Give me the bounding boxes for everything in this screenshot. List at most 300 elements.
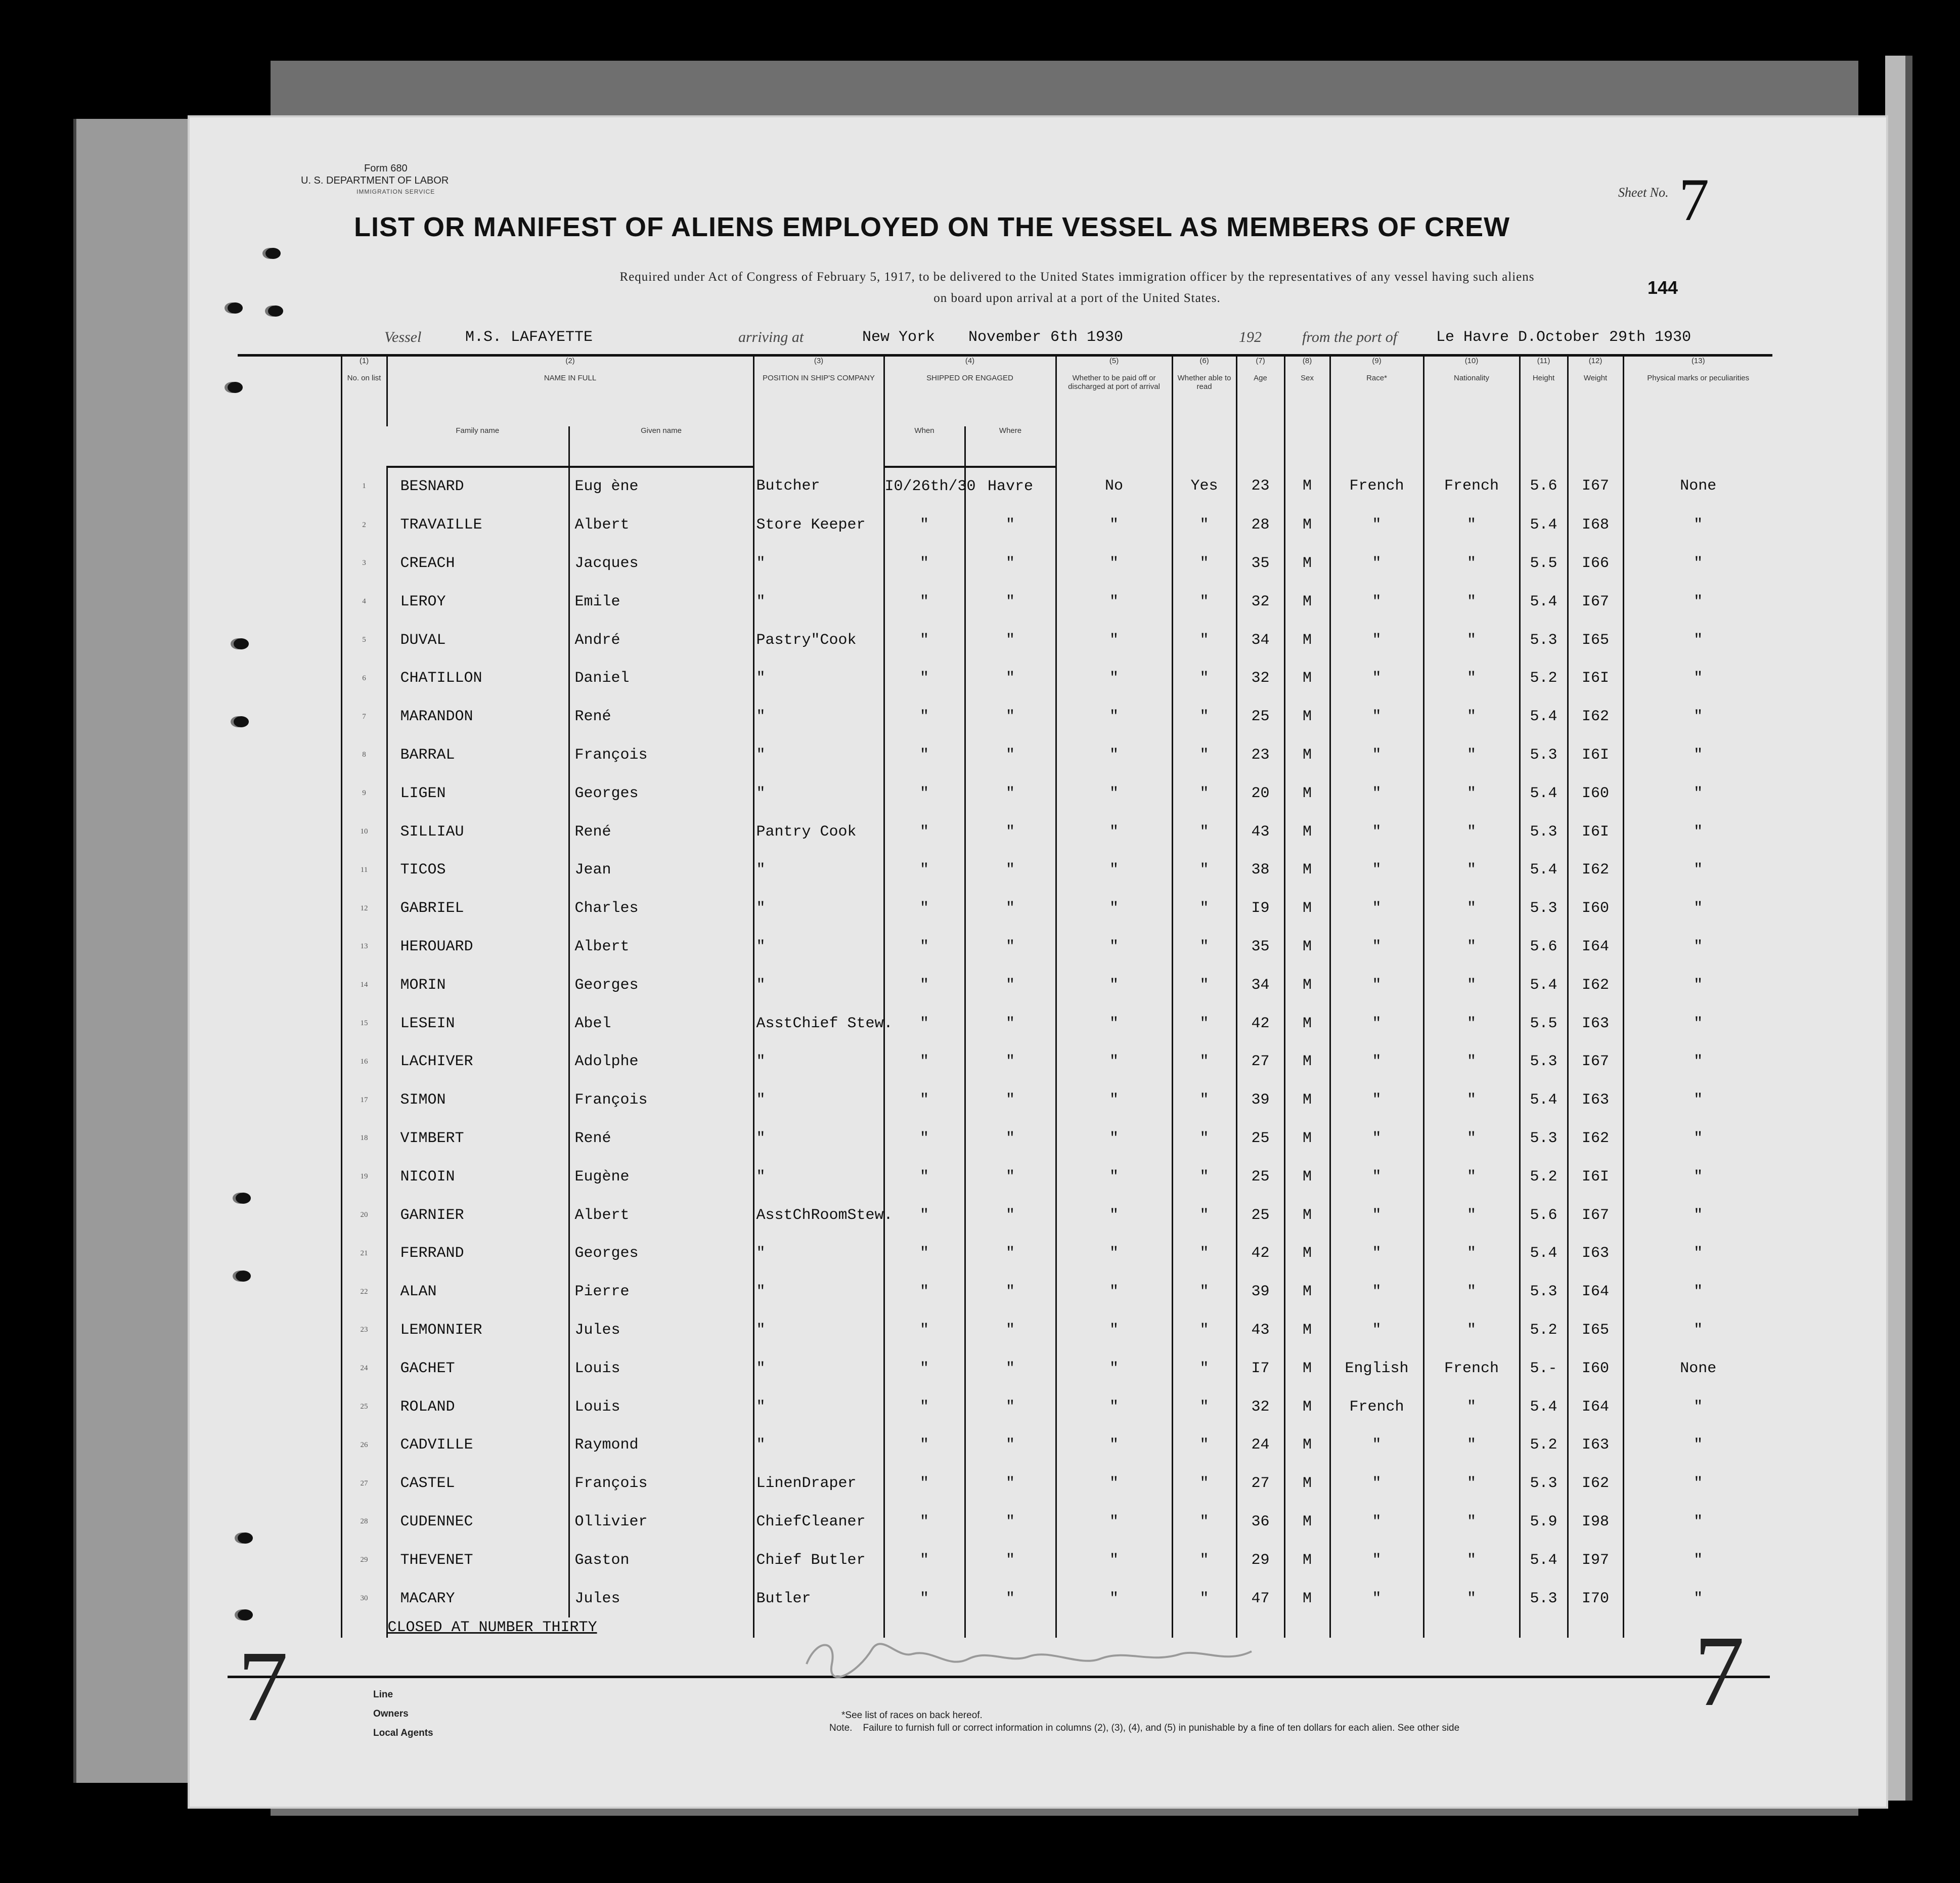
cell-where: "	[965, 1580, 1056, 1618]
cell-when: "	[884, 697, 965, 736]
cell-read: "	[1172, 506, 1236, 544]
cell-paid: "	[1056, 1081, 1172, 1119]
blank-cell	[238, 1311, 341, 1349]
blank-cell	[238, 736, 341, 774]
blank-cell	[341, 1617, 387, 1638]
cell-height: 5.9	[1520, 1503, 1568, 1541]
cell-weight: I64	[1568, 928, 1623, 966]
paid-off-header	[1056, 356, 1172, 467]
cell-where: Havre	[965, 467, 1056, 506]
cell-marks: "	[1623, 621, 1772, 660]
blank-cell	[238, 544, 341, 583]
column-label: NAME IN FULL	[544, 374, 597, 382]
cell-nationality: "	[1423, 736, 1520, 774]
cell-no: 10	[341, 813, 387, 851]
cell-family: GABRIEL	[387, 889, 569, 928]
blank-cell	[238, 1119, 341, 1158]
cell-race: "	[1330, 736, 1423, 774]
cell-age: 43	[1236, 813, 1284, 851]
name-header	[387, 356, 753, 426]
cell-weight: I70	[1568, 1580, 1623, 1618]
column-label: Age	[1254, 374, 1267, 382]
cell-paid: "	[1056, 544, 1172, 583]
cell-where: "	[965, 1273, 1056, 1311]
cell-where: "	[965, 1503, 1056, 1541]
cell-nationality: French	[1423, 1349, 1520, 1388]
column-number: (13)	[1691, 357, 1705, 365]
cell-marks: "	[1623, 1503, 1772, 1541]
footer-owners-label: Owners	[373, 1709, 409, 1719]
cell-position: "	[753, 851, 884, 889]
cell-where: "	[965, 774, 1056, 813]
column-label: When	[914, 426, 934, 435]
cell-marks: "	[1623, 1541, 1772, 1580]
cell-position: "	[753, 774, 884, 813]
cell-height: 5.6	[1520, 467, 1568, 506]
cell-paid: "	[1056, 928, 1172, 966]
cell-when: "	[884, 1081, 965, 1119]
blank-cell	[238, 1503, 341, 1541]
cell-position: "	[753, 1158, 884, 1196]
blank-cell	[238, 1349, 341, 1388]
cell-marks: "	[1623, 1234, 1772, 1273]
punch-hole	[228, 302, 243, 314]
cell-family: GACHET	[387, 1349, 569, 1388]
cell-read: "	[1172, 1273, 1236, 1311]
cell-paid: "	[1056, 774, 1172, 813]
cell-when: "	[884, 928, 965, 966]
age-header	[1236, 356, 1284, 467]
cell-race: "	[1330, 1464, 1423, 1503]
cell-nationality: "	[1423, 889, 1520, 928]
cell-when: "	[884, 1580, 965, 1618]
cell-nationality: "	[1423, 1196, 1520, 1235]
cell-given: Daniel	[569, 659, 753, 697]
cell-read: "	[1172, 1042, 1236, 1081]
cell-age: 24	[1236, 1426, 1284, 1464]
column-number: (11)	[1537, 357, 1550, 365]
cell-position: "	[753, 1234, 884, 1273]
blank-cell	[238, 1273, 341, 1311]
cell-nationality: "	[1423, 1311, 1520, 1349]
cell-family: LIGEN	[387, 774, 569, 813]
cell-no: 5	[341, 621, 387, 660]
nationality-header	[1423, 356, 1520, 467]
cell-nationality: "	[1423, 659, 1520, 697]
table-row	[238, 1311, 1772, 1349]
cell-race: English	[1330, 1349, 1423, 1388]
cell-weight: I67	[1568, 467, 1623, 506]
cell-where: "	[965, 851, 1056, 889]
cell-weight: I63	[1568, 1004, 1623, 1043]
cell-no: 4	[341, 583, 387, 621]
column-label: SHIPPED OR ENGAGED	[926, 374, 1013, 382]
page-edge	[1885, 56, 1905, 1801]
cell-race: "	[1330, 1042, 1423, 1081]
cell-age: 28	[1236, 506, 1284, 544]
cell-sex: M	[1284, 621, 1330, 660]
cell-sex: M	[1284, 889, 1330, 928]
cell-no: 24	[341, 1349, 387, 1388]
cell-given: Adolphe	[569, 1042, 753, 1081]
cell-age: 47	[1236, 1580, 1284, 1618]
cell-paid: "	[1056, 1388, 1172, 1426]
cell-marks: "	[1623, 1464, 1772, 1503]
blank-cell	[238, 697, 341, 736]
cell-nationality: French	[1423, 467, 1520, 506]
cell-family: MACARY	[387, 1580, 569, 1618]
cell-marks: None	[1623, 1349, 1772, 1388]
cell-when: "	[884, 583, 965, 621]
blank-cell	[238, 889, 341, 928]
cell-height: 5.3	[1520, 889, 1568, 928]
blank-cell	[238, 774, 341, 813]
cell-paid: "	[1056, 1311, 1172, 1349]
arrival-port: New York	[862, 329, 936, 346]
cell-no: 23	[341, 1311, 387, 1349]
cell-race: French	[1330, 1388, 1423, 1426]
cell-weight: I97	[1568, 1541, 1623, 1580]
cell-sex: M	[1284, 1349, 1330, 1388]
table-row	[238, 506, 1772, 544]
cell-given: Ollivier	[569, 1503, 753, 1541]
cell-family: LEMONNIER	[387, 1311, 569, 1349]
cell-marks: "	[1623, 774, 1772, 813]
cell-nationality: "	[1423, 774, 1520, 813]
cell-position: ChiefCleaner	[753, 1503, 884, 1541]
cell-paid: "	[1056, 1042, 1172, 1081]
cell-sex: M	[1284, 1234, 1330, 1273]
cell-weight: I67	[1568, 1196, 1623, 1235]
cell-weight: I67	[1568, 583, 1623, 621]
cell-paid: "	[1056, 1426, 1172, 1464]
cell-when: "	[884, 1388, 965, 1426]
cell-no: 8	[341, 736, 387, 774]
cell-sex: M	[1284, 1196, 1330, 1235]
cell-read: "	[1172, 583, 1236, 621]
sheet-number: 7	[1679, 166, 1709, 233]
cell-sex: M	[1284, 1081, 1330, 1119]
cell-given: Louis	[569, 1388, 753, 1426]
cell-paid: "	[1056, 1004, 1172, 1043]
cell-nationality: "	[1423, 1503, 1520, 1541]
cell-paid: "	[1056, 583, 1172, 621]
cell-sex: M	[1284, 1158, 1330, 1196]
cell-weight: I64	[1568, 1388, 1623, 1426]
cell-sex: M	[1284, 467, 1330, 506]
cell-marks: "	[1623, 506, 1772, 544]
service-name: IMMIGRATION SERVICE	[357, 188, 435, 195]
cell-given: Georges	[569, 774, 753, 813]
penalty-note	[829, 1723, 1459, 1734]
cell-sex: M	[1284, 1004, 1330, 1043]
cell-read: "	[1172, 889, 1236, 928]
cell-position: "	[753, 583, 884, 621]
blank-cell	[238, 1464, 341, 1503]
column-number: (3)	[814, 357, 824, 365]
blank-header	[238, 356, 341, 467]
given-name-header	[569, 426, 753, 467]
cell-read: "	[1172, 1119, 1236, 1158]
cell-read: "	[1172, 1234, 1236, 1273]
cell-age: 23	[1236, 467, 1284, 506]
footer-line-label: Line	[373, 1689, 393, 1700]
cell-age: 39	[1236, 1273, 1284, 1311]
cell-no: 28	[341, 1503, 387, 1541]
cell-read: "	[1172, 659, 1236, 697]
cell-marks: "	[1623, 1426, 1772, 1464]
table-row	[238, 1464, 1772, 1503]
cell-where: "	[965, 1388, 1056, 1426]
vessel-name: M.S. LAFAYETTE	[465, 329, 593, 346]
cell-read: "	[1172, 1426, 1236, 1464]
cell-read: "	[1172, 1081, 1236, 1119]
cell-height: 5.6	[1520, 1196, 1568, 1235]
cell-when: "	[884, 506, 965, 544]
cell-no: 1	[341, 467, 387, 506]
cell-no: 25	[341, 1388, 387, 1426]
cell-race: "	[1330, 1081, 1423, 1119]
cell-no: 17	[341, 1081, 387, 1119]
table-row	[238, 467, 1772, 506]
cell-marks: "	[1623, 966, 1772, 1004]
cell-read: "	[1172, 1464, 1236, 1503]
cell-no: 21	[341, 1234, 387, 1273]
sex-header	[1284, 356, 1330, 467]
cell-weight: I6I	[1568, 659, 1623, 697]
cell-family: NICOIN	[387, 1158, 569, 1196]
blank-cell	[238, 813, 341, 851]
cell-given: Albert	[569, 928, 753, 966]
cell-marks: "	[1623, 1004, 1772, 1043]
cell-nationality: "	[1423, 697, 1520, 736]
cell-sex: M	[1284, 736, 1330, 774]
cell-family: GARNIER	[387, 1196, 569, 1235]
cell-read: "	[1172, 621, 1236, 660]
cell-height: 5.4	[1520, 1541, 1568, 1580]
cell-when: "	[884, 1234, 965, 1273]
cell-when: I0/26th/30	[884, 467, 965, 506]
punch-hole	[265, 248, 281, 259]
cell-sex: M	[1284, 774, 1330, 813]
cell-age: 36	[1236, 1503, 1284, 1541]
cell-where: "	[965, 966, 1056, 1004]
column-number: (4)	[965, 357, 975, 365]
cell-paid: "	[1056, 1158, 1172, 1196]
cell-height: 5.2	[1520, 659, 1568, 697]
blank-cell	[238, 1580, 341, 1618]
vessel-label: Vessel	[384, 329, 422, 345]
cell-height: 5.3	[1520, 1042, 1568, 1081]
cell-given: Eug ène	[569, 467, 753, 506]
cell-family: BESNARD	[387, 467, 569, 506]
cell-family: VIMBERT	[387, 1119, 569, 1158]
cell-no: 20	[341, 1196, 387, 1235]
cell-nationality: "	[1423, 1004, 1520, 1043]
cell-sex: M	[1284, 1119, 1330, 1158]
cell-race: "	[1330, 1580, 1423, 1618]
cell-nationality: "	[1423, 1541, 1520, 1580]
cell-where: "	[965, 1081, 1056, 1119]
manifest-table-wrapper	[238, 354, 1772, 1638]
cell-weight: I6I	[1568, 1158, 1623, 1196]
column-label: Sex	[1301, 374, 1314, 382]
cell-race: "	[1330, 1426, 1423, 1464]
cell-race: "	[1330, 1196, 1423, 1235]
subtitle	[389, 267, 1765, 309]
race-note: *See list of races on back hereof.	[841, 1710, 983, 1721]
cell-nationality: "	[1423, 1042, 1520, 1081]
manifest-body	[238, 467, 1772, 1638]
handwritten-seven-left: 7	[238, 1631, 288, 1742]
blank-cell	[238, 1196, 341, 1235]
blank-cell	[1520, 1617, 1568, 1638]
cell-family: SILLIAU	[387, 813, 569, 851]
shipped-header	[884, 356, 1056, 426]
cell-where: "	[965, 583, 1056, 621]
blank-cell	[238, 851, 341, 889]
blank-cell	[1284, 1617, 1330, 1638]
cell-read: "	[1172, 1503, 1236, 1541]
cell-marks: "	[1623, 851, 1772, 889]
cell-paid: "	[1056, 1349, 1172, 1388]
cell-where: "	[965, 1234, 1056, 1273]
cell-when: "	[884, 1042, 965, 1081]
cell-height: 5.4	[1520, 966, 1568, 1004]
column-number: (5)	[1109, 357, 1119, 365]
cell-age: 42	[1236, 1234, 1284, 1273]
cell-no: 11	[341, 851, 387, 889]
cell-given: Eugène	[569, 1158, 753, 1196]
cell-read: "	[1172, 1580, 1236, 1618]
cell-position: "	[753, 659, 884, 697]
note-label: Note.	[829, 1723, 853, 1733]
cell-when: "	[884, 774, 965, 813]
cell-no: 6	[341, 659, 387, 697]
cell-position: LinenDraper	[753, 1464, 884, 1503]
when-header	[884, 426, 965, 467]
cell-weight: I68	[1568, 506, 1623, 544]
cell-given: Georges	[569, 1234, 753, 1273]
cell-marks: "	[1623, 1196, 1772, 1235]
cell-height: 5.4	[1520, 851, 1568, 889]
cell-family: SIMON	[387, 1081, 569, 1119]
cell-height: 5.2	[1520, 1311, 1568, 1349]
cell-family: MORIN	[387, 966, 569, 1004]
cell-weight: I62	[1568, 1119, 1623, 1158]
cell-age: 27	[1236, 1464, 1284, 1503]
cell-weight: I62	[1568, 966, 1623, 1004]
cell-given: Pierre	[569, 1273, 753, 1311]
table-row	[238, 928, 1772, 966]
cell-race: "	[1330, 1234, 1423, 1273]
cell-nationality: "	[1423, 851, 1520, 889]
cell-when: "	[884, 889, 965, 928]
cell-position: "	[753, 1426, 884, 1464]
cell-position: "	[753, 889, 884, 928]
column-number: (1)	[359, 357, 369, 365]
cell-position: AsstChRoomStew.	[753, 1196, 884, 1235]
cell-age: 35	[1236, 544, 1284, 583]
blank-cell	[1330, 1617, 1423, 1638]
cell-given: Charles	[569, 889, 753, 928]
height-header	[1520, 356, 1568, 467]
cell-where: "	[965, 1349, 1056, 1388]
cell-weight: I6I	[1568, 813, 1623, 851]
column-label: Weight	[1583, 374, 1608, 382]
cell-age: 32	[1236, 659, 1284, 697]
cell-age: 23	[1236, 736, 1284, 774]
column-number: (10)	[1464, 357, 1479, 365]
cell-position: Pantry Cook	[753, 813, 884, 851]
cell-paid: "	[1056, 1464, 1172, 1503]
cell-where: "	[965, 1004, 1056, 1043]
cell-weight: I62	[1568, 851, 1623, 889]
cell-sex: M	[1284, 697, 1330, 736]
cell-marks: "	[1623, 583, 1772, 621]
cell-when: "	[884, 1273, 965, 1311]
cell-paid: "	[1056, 621, 1172, 660]
cell-read: "	[1172, 1196, 1236, 1235]
table-row	[238, 621, 1772, 660]
cell-sex: M	[1284, 1273, 1330, 1311]
footer-local-agents-label: Local Agents	[373, 1728, 433, 1738]
cell-when: "	[884, 736, 965, 774]
cell-no: 27	[341, 1464, 387, 1503]
column-label: Whether to be paid off or discharged at port of arrival	[1068, 374, 1160, 391]
department-name: U. S. DEPARTMENT OF LABOR	[301, 175, 449, 186]
blank-cell	[238, 1234, 341, 1273]
blank-cell	[1568, 1617, 1623, 1638]
able-to-read-header	[1172, 356, 1236, 467]
cell-no: 18	[341, 1119, 387, 1158]
cell-height: 5.3	[1520, 736, 1568, 774]
cell-where: "	[965, 1426, 1056, 1464]
cell-position: "	[753, 1311, 884, 1349]
table-row	[238, 1042, 1772, 1081]
cell-family: FERRAND	[387, 1234, 569, 1273]
table-row	[238, 1426, 1772, 1464]
cell-given: Albert	[569, 506, 753, 544]
cell-family: CASTEL	[387, 1464, 569, 1503]
cell-race: "	[1330, 966, 1423, 1004]
cell-sex: M	[1284, 1311, 1330, 1349]
cell-position: "	[753, 966, 884, 1004]
cell-race: "	[1330, 851, 1423, 889]
cell-paid: "	[1056, 697, 1172, 736]
cell-no: 15	[341, 1004, 387, 1043]
crew-manifest-table	[238, 354, 1772, 1638]
cell-position: Store Keeper	[753, 506, 884, 544]
cell-marks: "	[1623, 1311, 1772, 1349]
cell-read: "	[1172, 1349, 1236, 1388]
cell-marks: "	[1623, 1580, 1772, 1618]
cell-nationality: "	[1423, 966, 1520, 1004]
cell-given: Emile	[569, 583, 753, 621]
cell-marks: "	[1623, 1042, 1772, 1081]
cell-paid: "	[1056, 736, 1172, 774]
cell-family: ROLAND	[387, 1388, 569, 1426]
blank-cell	[238, 1158, 341, 1196]
table-row	[238, 1541, 1772, 1580]
cell-nationality: "	[1423, 1580, 1520, 1618]
cell-where: "	[965, 621, 1056, 660]
cell-nationality: "	[1423, 1158, 1520, 1196]
cell-marks: None	[1623, 467, 1772, 506]
cell-weight: I6I	[1568, 736, 1623, 774]
cell-read: "	[1172, 1004, 1236, 1043]
column-label: Physical marks or peculiarities	[1647, 374, 1750, 382]
